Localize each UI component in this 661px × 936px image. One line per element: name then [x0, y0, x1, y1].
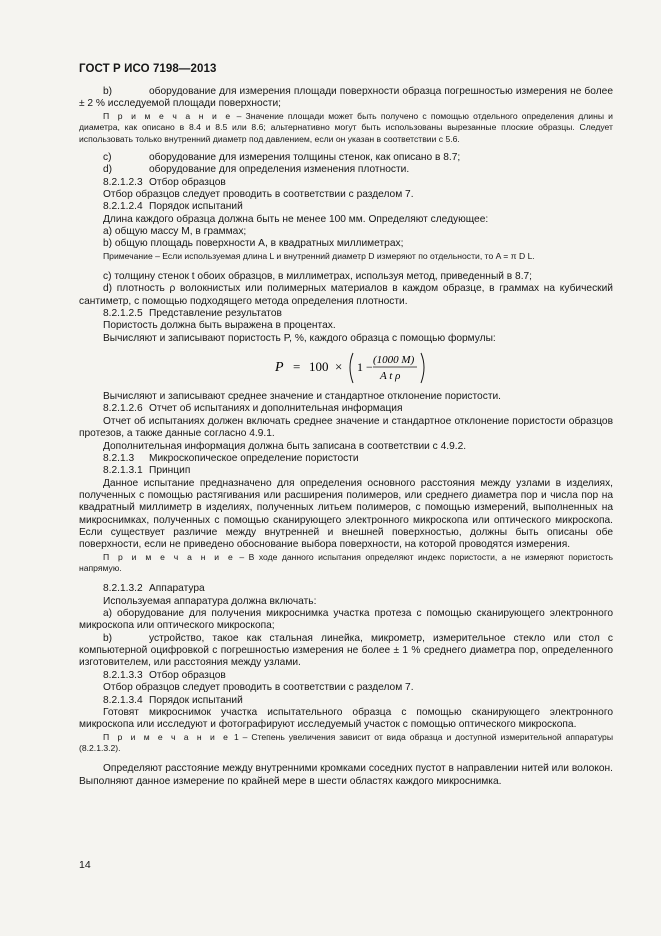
section-heading-8-2-1-2-5: 8.2.1.2.5 Представление результатов — [103, 308, 282, 320]
formula-denominator: A t ρ — [380, 370, 401, 383]
section-heading-8-2-1-3-2: 8.2.1.3.2 Аппаратура — [103, 583, 205, 595]
note-1: П р и м е ч а н и е – Значение площади может быть получено с помощью отдельного определения длины и диаметра, как описано в 8.4 и 8.5 или 8.6; альтернативно могут быть использованы вырезанные плоские образцы. Следует использовать только внутренний диаметр под давлением, если он указан в соответствии с 5.6. — [79, 110, 613, 144]
formula-equals: = — [293, 359, 301, 375]
item-b-2: b) общую площадь поверхности А, в квадратных миллиметрах; — [103, 238, 404, 250]
formula-graphic — [269, 347, 429, 389]
page-number: 14 — [79, 859, 91, 871]
item-label: b) — [103, 86, 113, 97]
item-b-3: b) устройство, такое как стальная линейка, микрометр, измерительное стекло или стол с компьютерной оцифровкой с погрешностью измерения не более ± 1 % среднего диаметра пор, определенного изготовителем, или расстояния между узлами. — [79, 632, 613, 669]
item-d-1: d) оборудование для определения изменения плотности. — [103, 164, 410, 176]
paragraph: Вычисляют и записывают среднее значение и стандартное отклонение пористости. — [103, 391, 502, 403]
section-heading-8-2-1-3: 8.2.1.3 Микроскопическое определение пористости — [103, 452, 359, 464]
formula-numerator: (1000 M) — [373, 354, 415, 367]
item-c-2: c) толщину стенок t обоих образцов, в миллиметрах, используя метод, приведенный в 8.7; — [103, 271, 533, 283]
note-4: П р и м е ч а н и е 1 – Степень увеличения зависит от вида образца и доступной измерительной аппаратуры (8.2.1.3.2). — [79, 731, 613, 753]
item-b-1: b) оборудование для измерения площади поверхности образца погрешностью измерения не более ± 2 % исследуемой площади поверхности; — [79, 86, 613, 110]
paragraph: Отбор образцов следует проводить в соответствии с разделом 7. — [103, 188, 414, 200]
formula-right-paren — [421, 353, 424, 383]
spacer — [79, 145, 613, 152]
paragraph: Пористость должна быть выражена в процентах. — [103, 320, 336, 332]
formula-left-paren — [350, 353, 353, 383]
section-heading-8-2-1-2-4: 8.2.1.2.4 Порядок испытаний — [103, 201, 243, 213]
formula-one-minus: 1 − — [357, 360, 373, 375]
page-header: ГОСТ Р ИСО 7198—2013 — [79, 63, 217, 75]
formula-lhs: P — [275, 360, 284, 376]
item-a-3: a) оборудование для получения микроснимка участка протеза с помощью сканирующего электронного микроскопа или оптического микроскопа; — [79, 608, 613, 632]
paragraph: Определяют расстояние между внутренними кромками соседних пустот в направлении нитей или волокон. Выполняют данное измерение по крайней мере в шести областях каждого микроснимка. — [79, 763, 613, 787]
note-2: Примечание – Если используемая длина L и внутренний диаметр D измеряют по отдельности, то A = π D L. — [103, 250, 535, 261]
item-d-2: d) плотность ρ волокнистых или полимерных материалов в каждом образце, в граммах на кубический сантиметр, с помощью подходящего метода определения плотности. — [79, 283, 613, 307]
porosity-formula — [79, 345, 613, 391]
spacer — [79, 754, 613, 763]
paragraph: Данное испытание предназначено для определения основного расстояния между узлами в изделиях, полученных с помощью растягивания или расширения полимеров, или среднего диаметра пор и числа пор на квадратный миллиметр в изделиях, полученных литьем полимеров, с помощью измерений, выполненных на микроснимках, полученных с помощью сканирующего электронного микроскопа или оптического микроскопа. Если существует различие между внутренней и внешней поверхностью, должны быть описаны обе поверхности, если не приведено обоснование выбора поверхности, на которой проводятся измерения. — [79, 477, 613, 551]
formula-times: × — [335, 359, 343, 375]
spacer — [79, 262, 613, 271]
item-a-2: a) общую массу М, в граммах; — [103, 225, 247, 237]
item-c-1: c) оборудование для измерения толщины стенок, как описано в 8.7; — [103, 151, 461, 163]
section-heading-8-2-1-3-4: 8.2.1.3.4 Порядок испытаний — [103, 694, 243, 706]
document-body — [79, 86, 613, 788]
paragraph: Дополнительная информация должна быть записана в соответствии с 4.9.2. — [103, 440, 467, 452]
paragraph: Используемая аппаратура должна включать: — [103, 595, 317, 607]
spacer — [79, 574, 613, 583]
section-heading-8-2-1-2-3: 8.2.1.2.3 Отбор образцов — [103, 176, 226, 188]
note-3: П р и м е ч а н и е – В ходе данного испытания определяют индекс пористости, а не измеряют пористость напрямую. — [79, 551, 613, 573]
paragraph: Отбор образцов следует проводить в соответствии с разделом 7. — [103, 682, 414, 694]
paragraph: Длина каждого образца должна быть не менее 100 мм. Определяют следующее: — [103, 213, 489, 225]
formula-coefficient: 100 — [309, 359, 329, 375]
paragraph: Вычисляют и записывают пористость P, %, каждого образца с помощью формулы: — [103, 332, 496, 344]
section-heading-8-2-1-3-3: 8.2.1.3.3 Отбор образцов — [103, 669, 226, 681]
paragraph: Готовят микроснимок участка испытательного образца с помощью сканирующего электронного микроскопа или исследуют и фотографируют исследуемый участок с помощью оптического микроскопа. — [79, 706, 613, 731]
paragraph: Отчет об испытаниях должен включать среднее значение и стандартное отклонение пористости образцов протезов, а также данные согласно 4.9.1. — [79, 415, 613, 440]
section-heading-8-2-1-2-6: 8.2.1.2.6 Отчет об испытаниях и дополнительная информация — [103, 403, 403, 415]
section-heading-8-2-1-3-1: 8.2.1.3.1 Принцип — [103, 465, 191, 477]
